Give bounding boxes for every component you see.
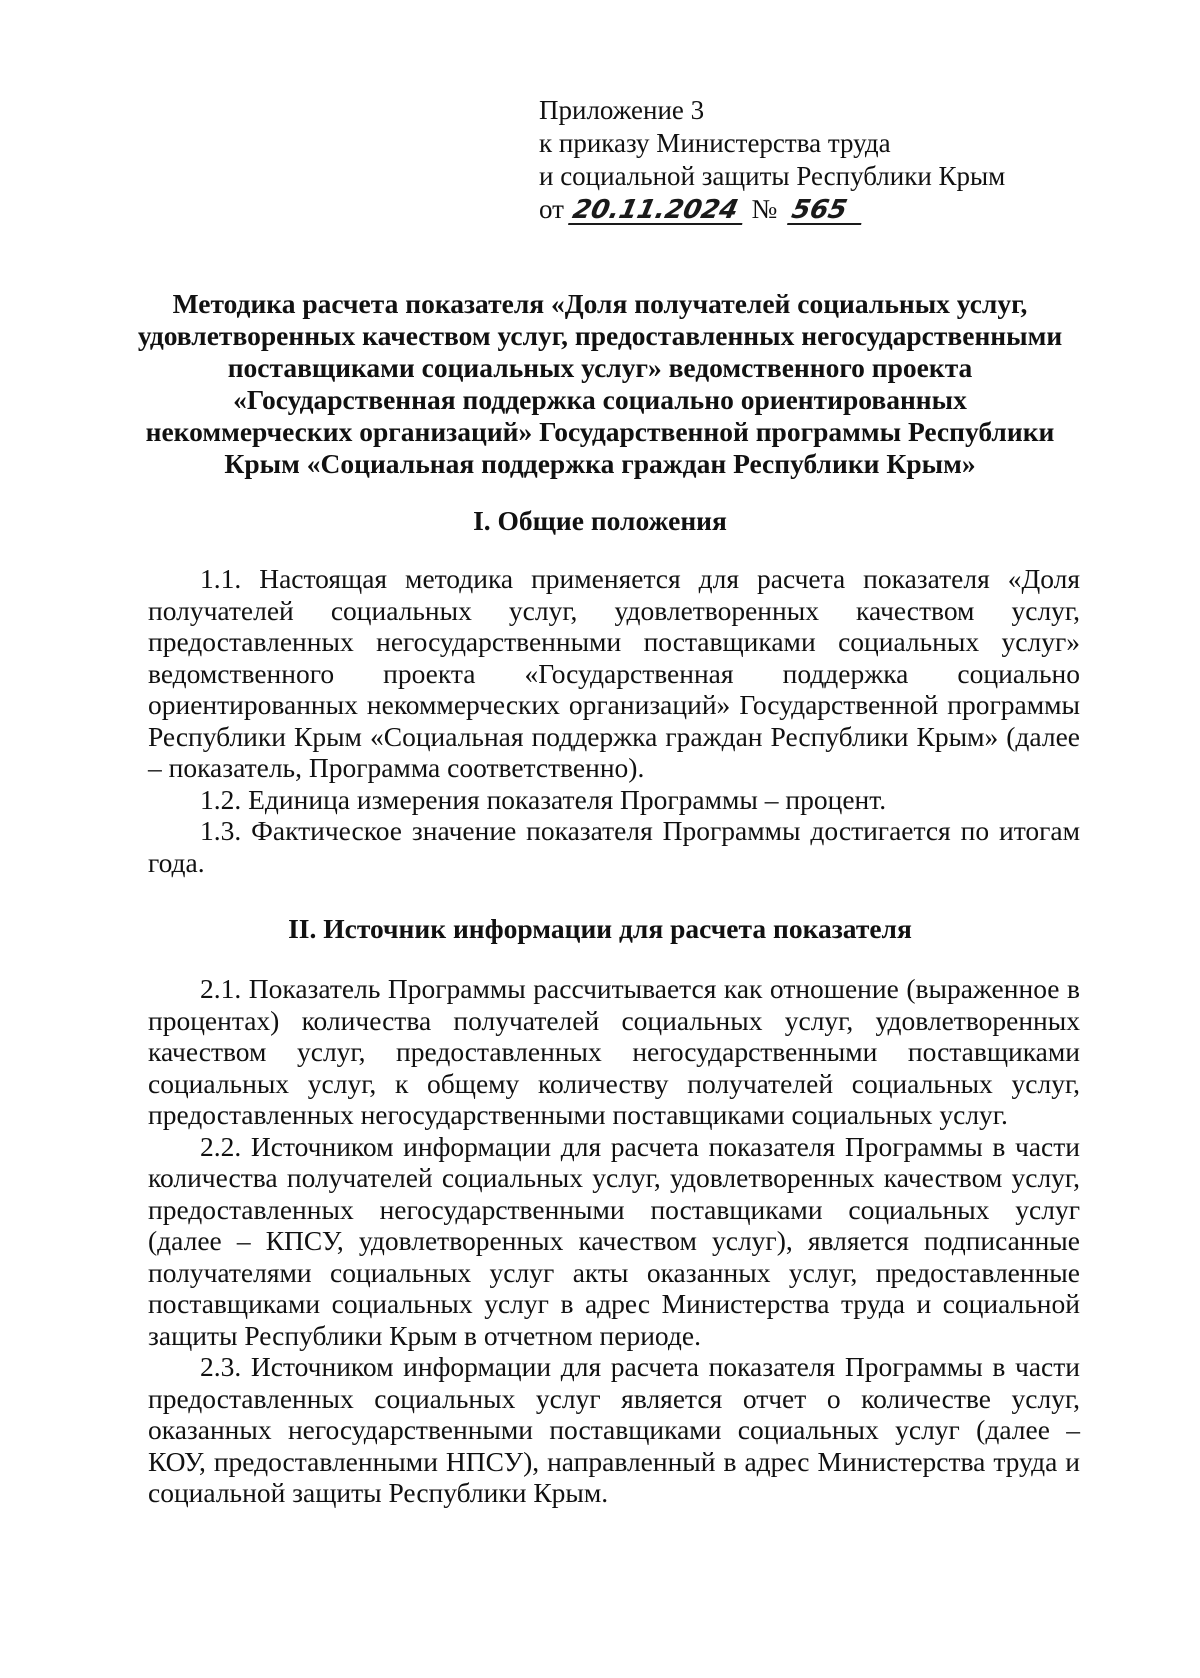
- handwritten-number: 565: [787, 197, 867, 225]
- section-1-heading: I. Общие положения: [473, 505, 727, 536]
- section-1-body: [148, 563, 1080, 878]
- paragraph-1-2: 1.2. Единица измерения показателя Программы – процент.: [200, 783, 887, 815]
- title-line-3: поставщиками социальных услуг» ведомственного проекта: [227, 352, 973, 383]
- title-line-4: «Государственная поддержка социально ориентированных: [233, 384, 967, 415]
- appendix-header: [539, 94, 1059, 226]
- appendix-line-3: и социальной защиты Республики Крым: [539, 161, 1006, 191]
- appendix-date-line: [539, 193, 1059, 226]
- paragraph-2-2: 2.2. Источником информации для расчета показателя Программы в части количества получателей социальных услуг, удовлетворенных качеством услуг, предоставленных негосударственными поставщиками социальных услуг (далее – КПСУ, удовлетворенных качеством услуг), является подписанные получателями социальных услуг акты оказанных услуг, предоставленные поставщиками социальных услуг в адрес Министерства труда и социальной защиты Республики Крым в отчетном периоде.: [148, 1130, 1080, 1351]
- paragraph-2-3: 2.3. Источником информации для расчета показателя Программы в части предоставленных социальных услуг является отчет о количестве услуг, оказанных негосударственными поставщиками социальных услуг (далее – КОУ, предоставленными НПСУ), направленный в адрес Министерства труда и социальной защиты Республики Крым.: [148, 1351, 1080, 1508]
- appendix-line-1: Приложение 3: [539, 95, 705, 125]
- section-2-heading: II. Источник информации для расчета показателя: [288, 913, 912, 944]
- title-line-5: некоммерческих организаций» Государственной программы Республики: [145, 416, 1055, 447]
- document-title: [120, 288, 1080, 480]
- handwritten-date: 20.11.2024: [568, 197, 748, 225]
- date-prefix: от: [539, 194, 564, 224]
- paragraph-2-1: 2.1. Показатель Программы рассчитывается как отношение (выраженное в процентах) количества получателей социальных услуг, удовлетворенных качеством услуг, предоставленных негосударственными поставщиками социальных услуг, к общему количеству получателей социальных услуг, предоставленных негосударственными поставщиками социальных услуг.: [148, 973, 1080, 1130]
- title-line-2: удовлетворенных качеством услуг, предоставленных негосударственными: [137, 320, 1063, 351]
- number-sign: №: [751, 194, 778, 224]
- paragraph-1-1: 1.1. Настоящая методика применяется для расчета показателя «Доля получателей социальных услуг, удовлетворенных качеством услуг, предоставленных негосударственными поставщиками социальных услуг» ведомственного проекта «Государственная поддержка социально ориентированных некоммерческих организаций» Государственной программы Республики Крым «Социальная поддержка граждан Республики Крым» (далее – показатель, Программа соответственно).: [148, 563, 1080, 783]
- appendix-line-2: к приказу Министерства труда: [539, 128, 891, 158]
- title-line-6: Крым «Социальная поддержка граждан Республики Крым»: [224, 448, 976, 479]
- paragraph-1-3: 1.3. Фактическое значение показателя Программы достигается по итогам года.: [148, 815, 1080, 878]
- title-line-1: Методика расчета показателя «Доля получателей социальных услуг,: [172, 288, 1028, 319]
- section-2-body: [148, 973, 1080, 1509]
